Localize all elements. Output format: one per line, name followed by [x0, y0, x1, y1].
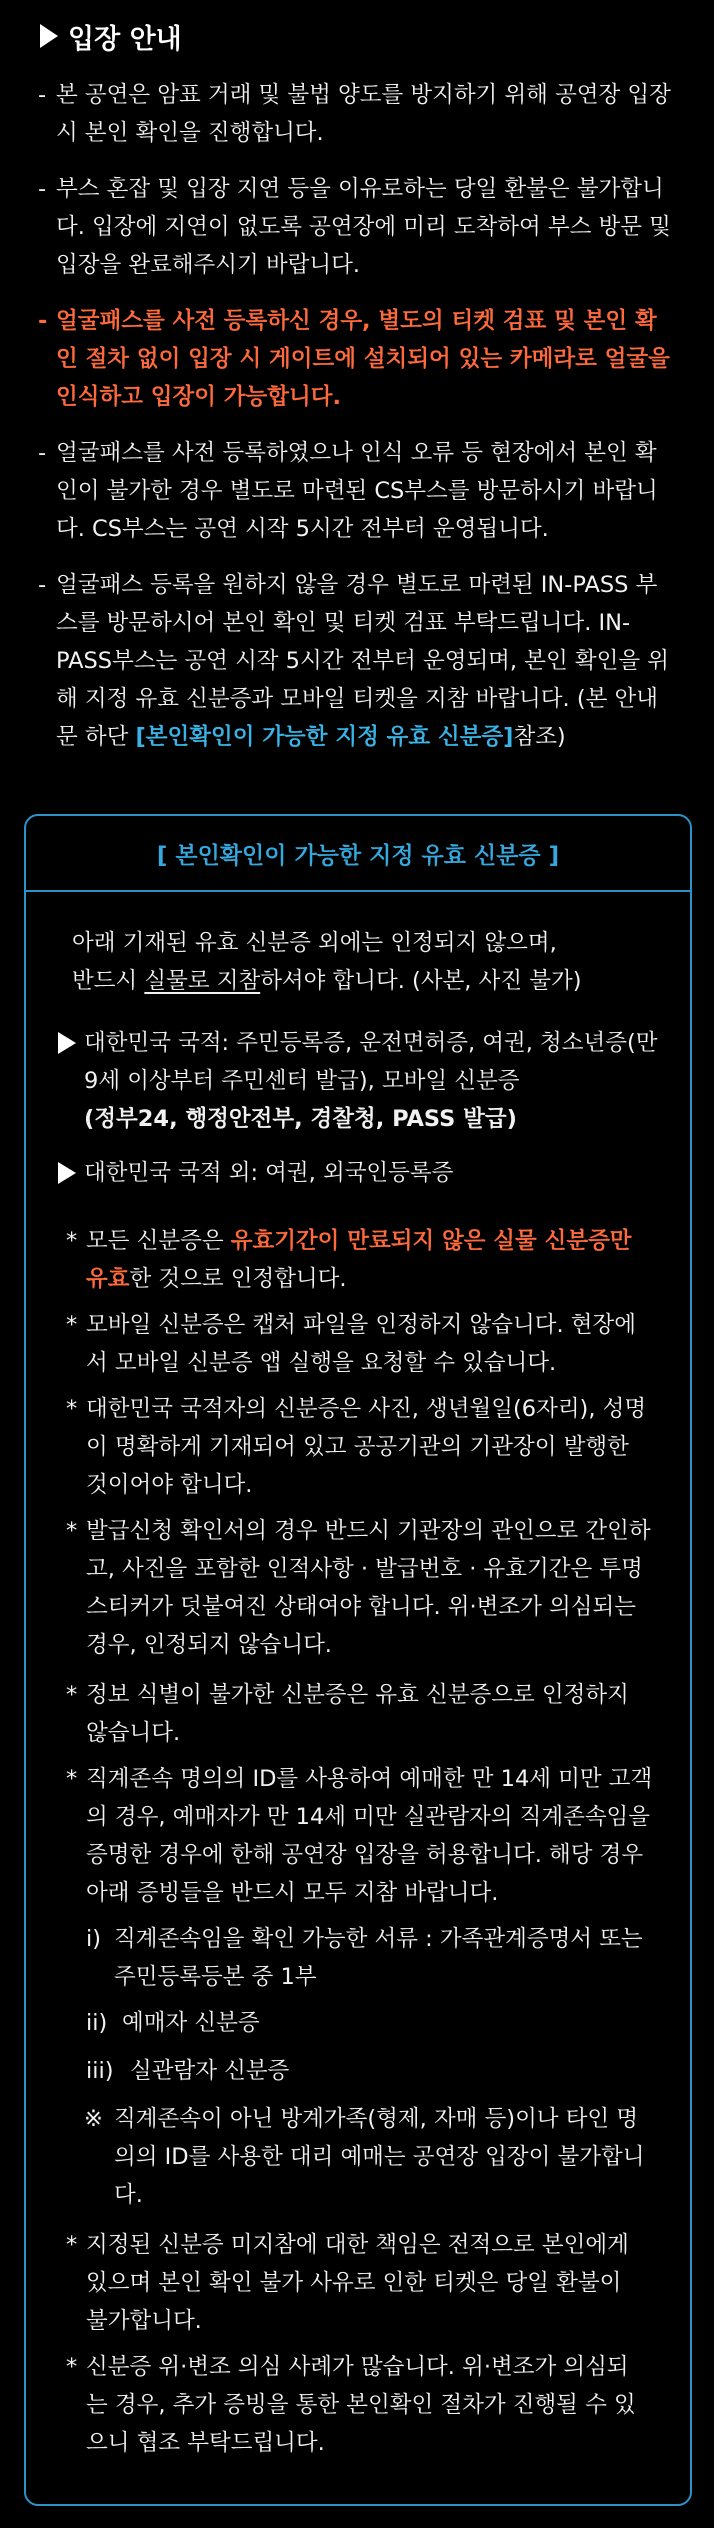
intro-underline-text: 실물로 지참 [144, 968, 261, 994]
notice-id-check: - 본 공연은 암표 거래 및 불법 양도를 방지하기 위해 공연장 입장 시 본인 확인을 진행합니다. [38, 82, 671, 146]
note-mobile-id: * 모바일 신분증은 캡처 파일을 인정하지 않습니다. 현장에서 모바일 신분증 앱 실행을 요청할 수 있습니다. [66, 1312, 636, 1376]
valid-id-box [24, 814, 692, 2506]
note-responsibility: * 지정된 신분증 미지참에 대한 책임은 전적으로 본인에게 있으며 본인 확인 불가 사유로 인한 티켓은 당일 환불이 불가합니다. [66, 2232, 629, 2334]
notice-cs-booth: - 얼굴패스를 사전 등록하였으나 인식 오류 등 현장에서 본인 확인이 불가한 경우 별도로 마련된 CS부스를 방문하시기 바랍니다. CS부스는 공연 시작 5시간 전부터 운영됩니다. [38, 440, 658, 542]
notice-no-refund: - 부스 혼잡 및 입장 지연 등을 이유로하는 당일 환불은 불가합니다. 입장에 지연이 없도록 공연장에 미리 도착하여 부스 방문 및 입장을 완료해주시기 바랍니다. [38, 176, 671, 278]
triangle-bullet-icon [58, 1162, 76, 1184]
note-unidentifiable: * 정보 식별이 불가한 신분증은 유효 신분증으로 인정하지 않습니다. [66, 1682, 629, 1746]
intro-line-2: 반드시 실물로 지참하셔야 합니다. (사본, 사진 불가) [72, 968, 582, 994]
note-minor: * 직계존속 명의의 ID를 사용하여 예매한 만 14세 미만 고객의 경우, 예매자가 만 14세 미만 실관람자의 직계존속임을 증명한 경우에 한해 공연장 입장을 허용합니다. 해당 경우 아래 증빙들을 반드시 모두 지참 바랍니다. [66, 1766, 653, 1906]
triangle-bullet-icon [58, 1032, 76, 1054]
domestic-id-item: 대한민국 국적: 주민등록증, 운전면허증, 여권, 청소년증(만 9세 이상부터 주민센터 발급), 모바일 신분증 (정부24, 행정안전부, 경찰청, PASS 발급) [58, 1024, 660, 1138]
document-item-3: iii) 실관람자 신분증 [86, 2058, 290, 2084]
note-korean-id: * 대한민국 국적자의 신분증은 사진, 생년월일(6자리), 성명이 명확하게 기재되어 있고 공공기관의 기관장이 발행한 것이어야 합니다. [66, 1396, 647, 1498]
note-validity: * 모든 신분증은 유효기간이 만료되지 않은 실물 신분증만 유효한 것으로 인정합니다. [66, 1228, 632, 1292]
note-forgery: * 신분증 위·변조 의심 사례가 많습니다. 위·변조가 의심되는 경우, 추가 증빙을 통한 본인확인 절차가 진행될 수 있으니 협조 부탁드립니다. [66, 2354, 636, 2456]
note-certificate: * 발급신청 확인서의 경우 반드시 기관장의 관인으로 간인하고, 사진을 포함한 인적사항 · 발급번호 · 유효기간은 투명스티커가 덧붙여진 상태여야 합니다. 위·변조가 의심되는 경우, 인정되지 않습니다. [66, 1518, 651, 1658]
triangle-bullet-icon [40, 24, 58, 48]
valid-id-box-title: [ 본인확인이 가능한 지정 유효 신분증 ] [26, 816, 690, 892]
valid-id-reference-link: [본인확인이 가능한 지정 유효 신분증] [135, 724, 514, 750]
notice-in-pass: - 얼굴패스 등록을 원하지 않을 경우 별도로 마련된 IN-PASS 부스를 방문하시어 본인 확인 및 티켓 검표 부탁드립니다. IN-PASS부스는 공연 시작 5시간 전부터 운영되며, 본인 확인을 위해 지정 유효 신분증과 모바일 티켓을 지참 바랍니다. (본 안내문 하단 [본인확인이 가능한 지정 유효 신분증]참조) [38, 572, 669, 750]
document-item-1: i) 직계존속임을 확인 가능한 서류 : 가족관계증명서 또는 주민등록등본 중 1부 [86, 1926, 643, 1990]
entry-guide-title: 입장 안내 [68, 23, 182, 55]
document-caution: ※ 직계존속이 아닌 방계가족(형제, 자매 등)이나 타인 명의의 ID를 사용한 대리 예매는 공연장 입장이 불가합니다. [84, 2106, 645, 2208]
notice-facepass: - 얼굴패스를 사전 등록하신 경우, 별도의 티켓 검표 및 본인 확인 절차 없이 입장 시 게이트에 설치되어 있는 카메라로 얼굴을 인식하고 입장이 가능합니다. [38, 308, 670, 410]
intro-line-1: 아래 기재된 유효 신분증 외에는 인정되지 않으며, [72, 930, 557, 956]
document-item-2: ii) 예매자 신분증 [86, 2010, 260, 2036]
foreign-id-item: 대한민국 국적 외: 여권, 외국인등록증 [58, 1154, 660, 1192]
entry-guide-heading [40, 16, 182, 56]
